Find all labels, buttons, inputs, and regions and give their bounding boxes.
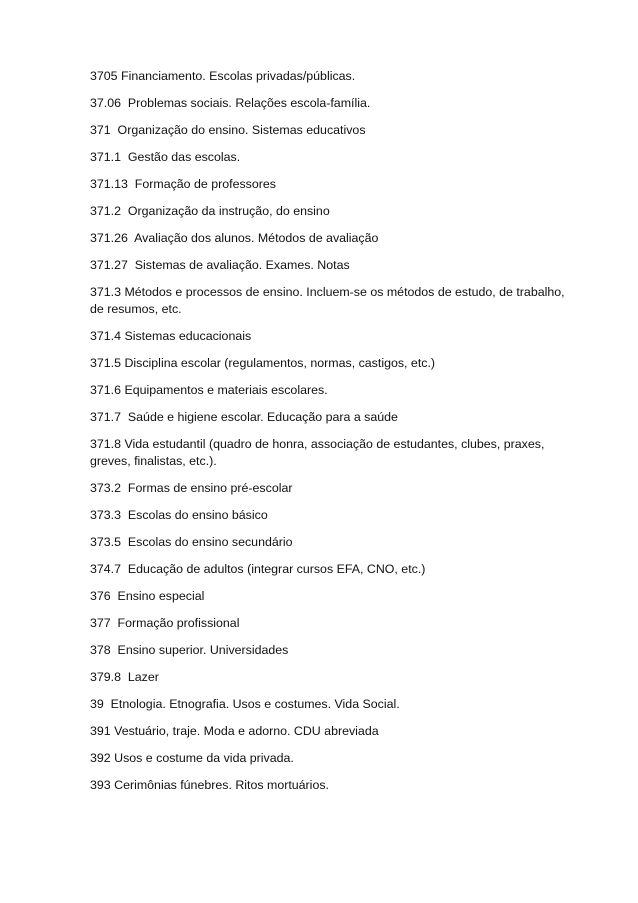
entry-373-3: 373.3 Escolas do ensino básico [90, 508, 268, 522]
entry-373-5: 373.5 Escolas do ensino secundário [90, 535, 293, 549]
entry-379-8: 379.8 Lazer [90, 670, 159, 684]
entry-371-3: 371.3 Métodos e processos de ensino. Incluem-se os métodos de estudo, de trabalho, de resumos, etc. [90, 285, 569, 316]
entry-371-5: 371.5 Disciplina escolar (regulamentos, normas, castigos, etc.) [90, 356, 436, 370]
entry-371-8: 371.8 Vida estudantil (quadro de honra, associação de estudantes, clubes, praxes, greves, finalistas, etc.). [90, 437, 548, 468]
entry-377: 377 Formação profissional [90, 616, 240, 630]
entry-371-7: 371.7 Saúde e higiene escolar. Educação para a saúde [90, 410, 398, 424]
entry-373-2: 373.2 Formas de ensino pré-escolar [90, 481, 293, 495]
entry-371-6: 371.6 Equipamentos e materiais escolares. [90, 383, 328, 397]
entry-391: 391 Vestuário, traje. Moda e adorno. CDU abreviada [90, 724, 379, 738]
document-page [90, 68, 570, 804]
entry-392: 392 Usos e costume da vida privada. [90, 751, 294, 765]
entry-37-06: 37.06 Problemas sociais. Relações escola-família. [90, 96, 371, 110]
entry-371-4: 371.4 Sistemas educacionais [90, 329, 252, 343]
entry-371-1: 371.1 Gestão das escolas. [90, 150, 241, 164]
entry-374-7: 374.7 Educação de adultos (integrar cursos EFA, CNO, etc.) [90, 562, 426, 576]
entry-393: 393 Cerimônias fúnebres. Ritos mortuários. [90, 778, 329, 792]
entry-371-27: 371.27 Sistemas de avaliação. Exames. Notas [90, 258, 350, 272]
entry-371: 371 Organização do ensino. Sistemas educativos [90, 123, 366, 137]
entry-376: 376 Ensino especial [90, 589, 205, 603]
entry-378: 378 Ensino superior. Universidades [90, 643, 289, 657]
entry-371-26: 371.26 Avaliação dos alunos. Métodos de avaliação [90, 231, 379, 245]
entry-39: 39 Etnologia. Etnografia. Usos e costumes. Vida Social. [90, 697, 400, 711]
entry-371-2: 371.2 Organização da instrução, do ensino [90, 204, 330, 218]
entry-3705: 3705 Financiamento. Escolas privadas/públicas. [90, 69, 356, 83]
entry-371-13: 371.13 Formação de professores [90, 177, 276, 191]
